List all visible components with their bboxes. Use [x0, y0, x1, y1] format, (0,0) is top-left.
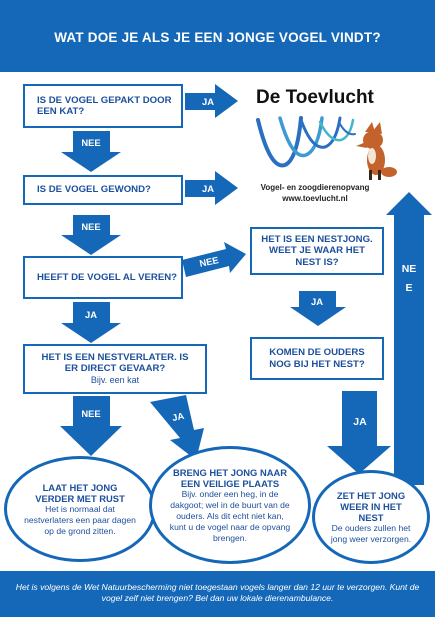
question-text-fledgling: HET IS EEN NESTVERLATER. IS ER DIRECT GEVAAR?: [41, 351, 189, 375]
fox-icon: [356, 122, 397, 180]
arrow-label-ja-2: JA: [202, 183, 214, 194]
arrow-label-nee-3: NEE: [198, 254, 220, 269]
logo-swoosh-icon: [258, 118, 355, 165]
outcome-back-in-nest-title: ZET HET JONG WEER IN HET NEST: [336, 489, 406, 523]
question-text-injured: IS DE VOGEL GEWOND?: [37, 184, 151, 196]
arrow-nee-down-4: [60, 396, 122, 456]
arrow-label-nee-up: NEE: [401, 263, 417, 294]
logo-tagline-block: [250, 183, 380, 204]
footer-note: Het is volgens de Wet Natuurbescherming niet toegestaan vogels langer dan 12 uur te verzorgen. Kunt de vogel zelf niet brengen? Bel dan uw lokale dierenambulance.: [15, 582, 420, 603]
outcome-safe-place-text: Bijv. onder een heg, in de dakgoot; wel in de buurt van de ouders. Als dit echt niet kan, kunt u de vogel naar de opvang brengen.: [169, 488, 291, 543]
arrow-label-ja-1: JA: [202, 96, 214, 107]
arrow-ja-down-q6: [327, 391, 391, 474]
outcome-leave-alone: [4, 456, 156, 562]
question-box-nestling: [250, 227, 384, 275]
logo-name: De Toevlucht: [256, 87, 374, 108]
question-box-fledgling: [23, 344, 207, 394]
arrow-label-nee-4: NEE: [81, 408, 101, 419]
question-text-feathers: HEEFT DE VOGEL AL VEREN?: [37, 271, 178, 283]
arrow-label-nee-2: NEE: [81, 221, 101, 232]
arrow-label-ja-q5: JA: [311, 296, 323, 307]
arrow-nee-up: [386, 192, 432, 485]
page-title: WAT DOE JE ALS JE EEN JONGE VOGEL VINDT?: [54, 30, 381, 45]
outcome-back-in-nest-text: De ouders zullen het jong weer verzorgen.: [330, 522, 412, 544]
outcome-back-in-nest: [312, 470, 430, 564]
arrow-label-nee-1: NEE: [81, 137, 101, 148]
logo-tagline: Vogel- en zoogdierenopvang: [260, 183, 370, 192]
question-box-cat: [23, 84, 183, 128]
outcome-leave-alone-title: LAAT HET JONG VERDER MET RUST: [35, 481, 125, 504]
outcome-safe-place-title: BRENG HET JONG NAAR EEN VEILIGE PLAATS: [172, 466, 288, 489]
outcome-safe-place: [149, 446, 311, 564]
question-text-cat: IS DE VOGEL GEPAKT DOOR EEN KAT?: [37, 94, 172, 117]
arrow-label-ja-diag: JA: [170, 409, 185, 424]
question-box-parents: [250, 337, 384, 380]
question-box-feathers: [23, 256, 183, 299]
arrow-label-ja-q6: JA: [353, 416, 367, 428]
logo-url: www.toevlucht.nl: [282, 193, 348, 203]
arrow-label-ja-3: JA: [85, 309, 97, 320]
question-box-injured: [23, 175, 183, 205]
question-text-parents: KOMEN DE OUDERS NOG BIJ HET NEST?: [269, 347, 365, 370]
question-subtext-fledgling: Bijv. een kat: [90, 374, 140, 385]
question-text-nestling: HET IS EEN NESTJONG. WEET JE WAAR HET NEST IS?: [261, 233, 373, 268]
outcome-leave-alone-text: Het is normaal dat nestverlaters een paar dagen op de grond zitten.: [24, 503, 136, 536]
